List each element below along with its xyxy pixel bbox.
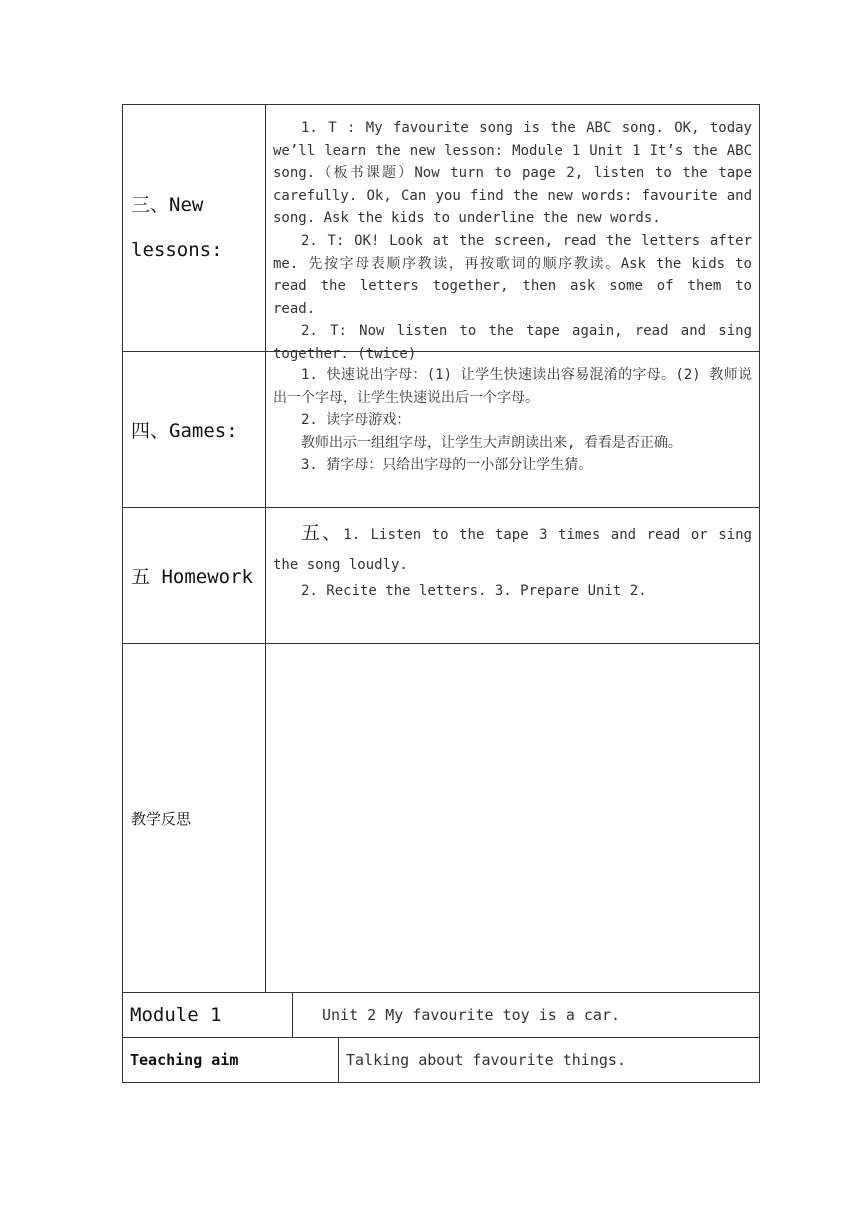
new-lessons-step-1: 1. T : My favourite song is the ABC song. OK, today we’ll learn the new lesson: Module 1 Unit 1 It’s the ABC song.（板书课题）Now turn to page 2, listen to the tape carefully. Ok, Can you find the new words: favourite and song. Ask the kids to underline the new words. bbox=[273, 120, 752, 227]
homework-step-2: 2. Recite the letters. 3. Prepare Unit 2. bbox=[301, 583, 647, 599]
teaching-aim-label-cell bbox=[123, 1038, 339, 1082]
row-teaching-aim bbox=[122, 1038, 760, 1083]
module-unit-title: Unit 2 My favourite toy is a car. bbox=[322, 1006, 621, 1024]
module-label-cell bbox=[123, 993, 293, 1037]
homework-content bbox=[266, 508, 759, 643]
new-lessons-step-2: 2. T: OK! Look at the screen, read the letters after me. 先按字母表顺序教读，再按歌词的顺序教读。Ask the kids to read the letters together, then ask some of them to read. bbox=[273, 232, 752, 317]
games-step-1: 1. 快速说出字母：(1) 让学生快速读出容易混淆的字母。(2) 教师说出一个字母，让学生快速说出后一个字母。 bbox=[273, 367, 752, 406]
new-lessons-label-line1: 三、New bbox=[131, 194, 204, 216]
games-content bbox=[266, 352, 759, 507]
games-step-2-detail: 教师出示一组组字母，让学生大声朗读出来, 看看是否正确。 bbox=[301, 434, 682, 451]
row-new-lessons bbox=[122, 104, 760, 362]
new-lessons-label-line2: lessons: bbox=[131, 239, 223, 261]
games-step-3: 3. 猜字母：只给出字母的一小部分让学生猜。 bbox=[301, 457, 593, 474]
reflection-label-cell bbox=[123, 644, 266, 992]
module-label: Module 1 bbox=[130, 1004, 222, 1026]
reflection-label: 教学反思 bbox=[131, 809, 192, 828]
homework-step-1: 1. Listen to the tape 3 times and read or sing the song loudly. bbox=[273, 527, 752, 573]
row-homework bbox=[122, 508, 760, 644]
homework-label: 五 Homework bbox=[131, 566, 253, 588]
lesson-plan-table bbox=[122, 104, 760, 1083]
row-reflection bbox=[122, 644, 760, 993]
new-lessons-label-cell bbox=[123, 105, 266, 351]
homework-label-cell bbox=[123, 508, 266, 643]
teaching-aim-label: Teaching aim bbox=[130, 1051, 239, 1069]
new-lessons-step-3: 2. T: Now listen to the tape again, read and sing together. (twice) bbox=[273, 323, 752, 362]
row-games bbox=[122, 352, 760, 508]
new-lessons-content bbox=[266, 105, 759, 362]
teaching-aim-value: Talking about favourite things. bbox=[346, 1051, 626, 1069]
games-label-cell bbox=[123, 352, 266, 507]
homework-prefix: 五、 bbox=[301, 522, 344, 544]
row-module bbox=[122, 993, 760, 1038]
games-label: 四、Games: bbox=[131, 420, 238, 442]
reflection-content bbox=[266, 644, 759, 992]
games-step-2: 2. 读字母游戏： bbox=[301, 412, 411, 429]
